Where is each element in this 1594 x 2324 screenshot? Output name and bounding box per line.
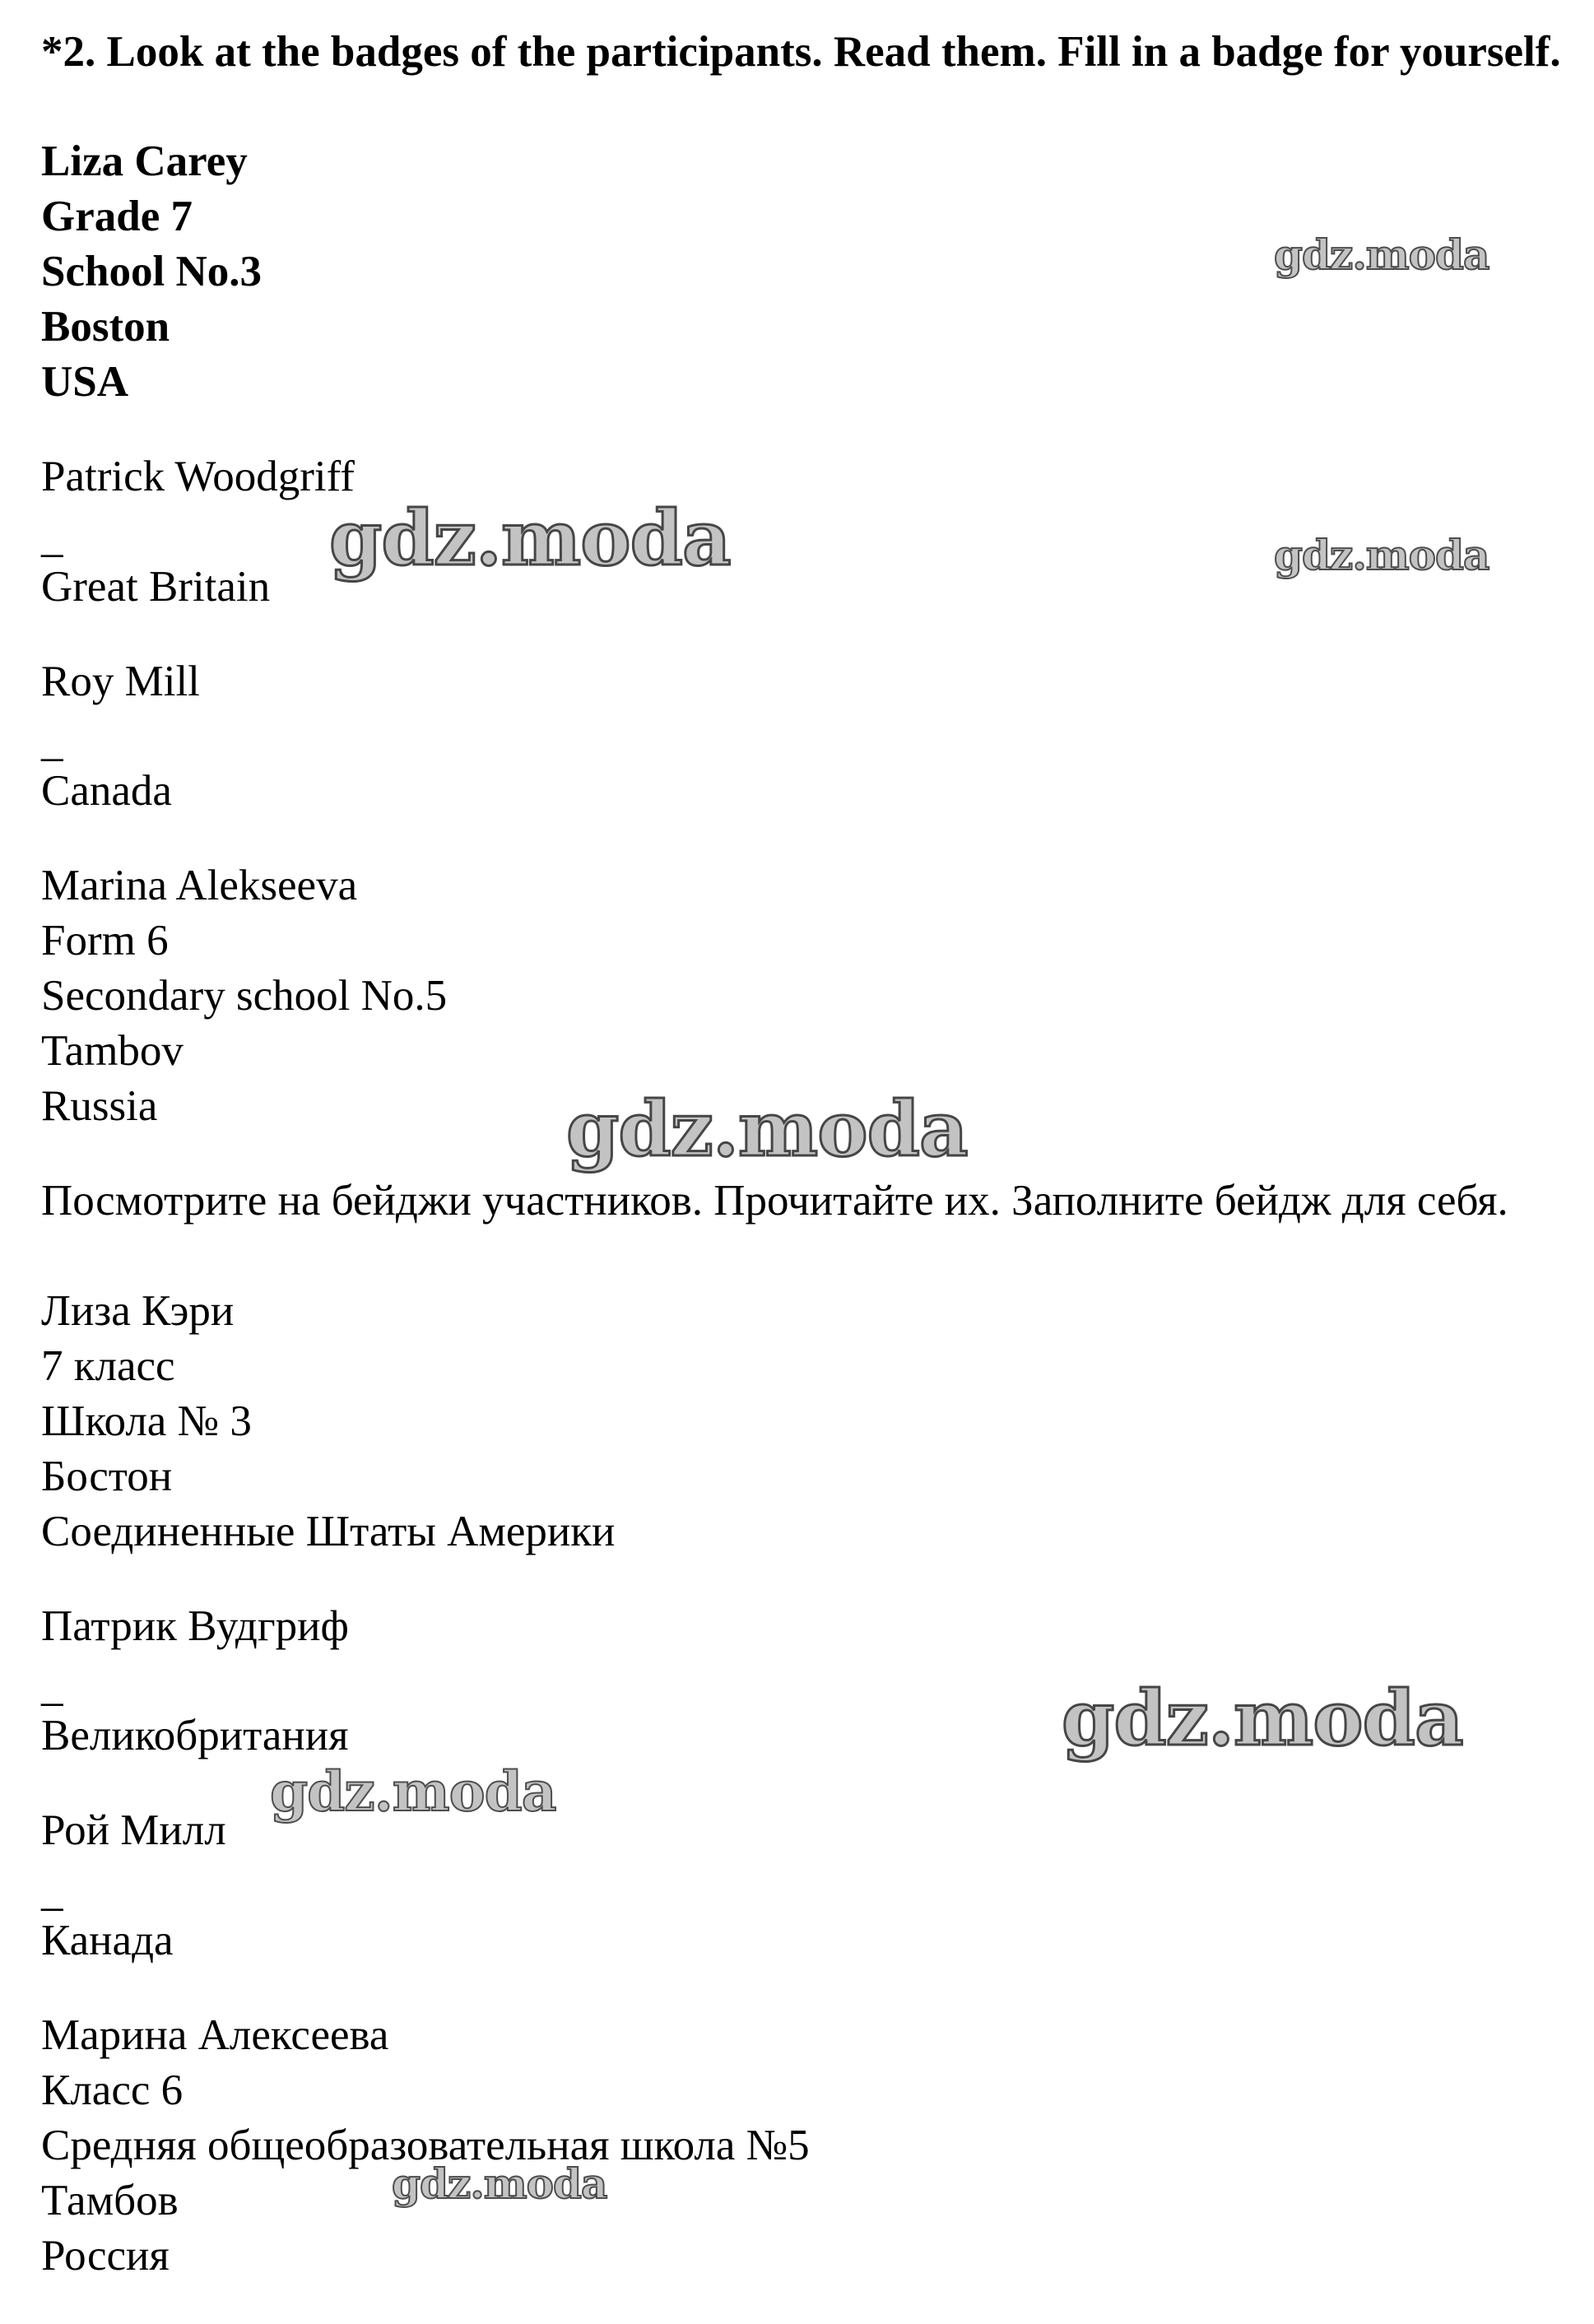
watermark-logo: gdz.moda [392, 2159, 607, 2208]
ru-liza-grade: 7 класс [41, 1342, 175, 1390]
patrick-blank: _ [41, 514, 63, 561]
ru-liza-city: Бостон [41, 1452, 173, 1500]
roy-name: Roy Mill [41, 658, 200, 705]
ru-marina-form: Класс 6 [41, 2066, 184, 2114]
patrick-country: Great Britain [41, 563, 271, 611]
watermark-logo: gdz.moda [1274, 531, 1489, 579]
ru-liza-school: Школа № 3 [41, 1397, 252, 1445]
ru-liza-country: Соединенные Штаты Америки [41, 1508, 616, 1555]
watermark-logo: gdz.moda [1062, 1674, 1463, 1763]
roy-country: Canada [41, 767, 172, 815]
liza-name: Liza Carey [41, 137, 248, 185]
ru-marina-country: Россия [41, 2232, 170, 2280]
ru-marina-city: Тамбов [41, 2177, 179, 2224]
watermark-logo: gdz.moda [270, 1759, 556, 1824]
liza-city: Boston [41, 303, 170, 351]
ru-patrick-blank: _ [41, 1662, 63, 1710]
marina-form: Form 6 [41, 917, 169, 964]
marina-school: Secondary school No.5 [41, 972, 448, 1020]
watermark-logo: gdz.moda [329, 494, 731, 583]
marina-city: Tambov [41, 1027, 184, 1075]
patrick-name: Patrick Woodgriff [41, 453, 355, 500]
roy-blank: _ [41, 718, 63, 765]
ru-patrick-name: Патрик Вудгриф [41, 1602, 349, 1650]
ru-roy-blank: _ [41, 1867, 63, 1915]
marina-country: Russia [41, 1082, 158, 1130]
ru-patrick-country: Великобритания [41, 1712, 349, 1759]
watermark-logo: gdz.moda [566, 1085, 968, 1174]
liza-school: School No.3 [41, 248, 262, 295]
watermark-logo: gdz.moda [1274, 230, 1489, 279]
liza-grade: Grade 7 [41, 193, 193, 240]
ru-roy-country: Канада [41, 1917, 174, 1964]
translation-heading: Посмотрите на бейджи участников. Прочитайте их. Заполните бейдж для себя. [41, 1177, 1508, 1225]
ru-roy-name: Рой Милл [41, 1806, 226, 1854]
ru-marina-name: Марина Алексеева [41, 2011, 389, 2059]
liza-country: USA [41, 358, 129, 406]
marina-name: Marina Alekseeva [41, 862, 358, 909]
ru-liza-name: Лиза Кэри [41, 1287, 235, 1335]
ru-marina-school: Средняя общеобразовательная школа №5 [41, 2122, 810, 2169]
task-heading: *2. Look at the badges of the participants. Read them. Fill in a badge for yourself. [41, 28, 1561, 76]
